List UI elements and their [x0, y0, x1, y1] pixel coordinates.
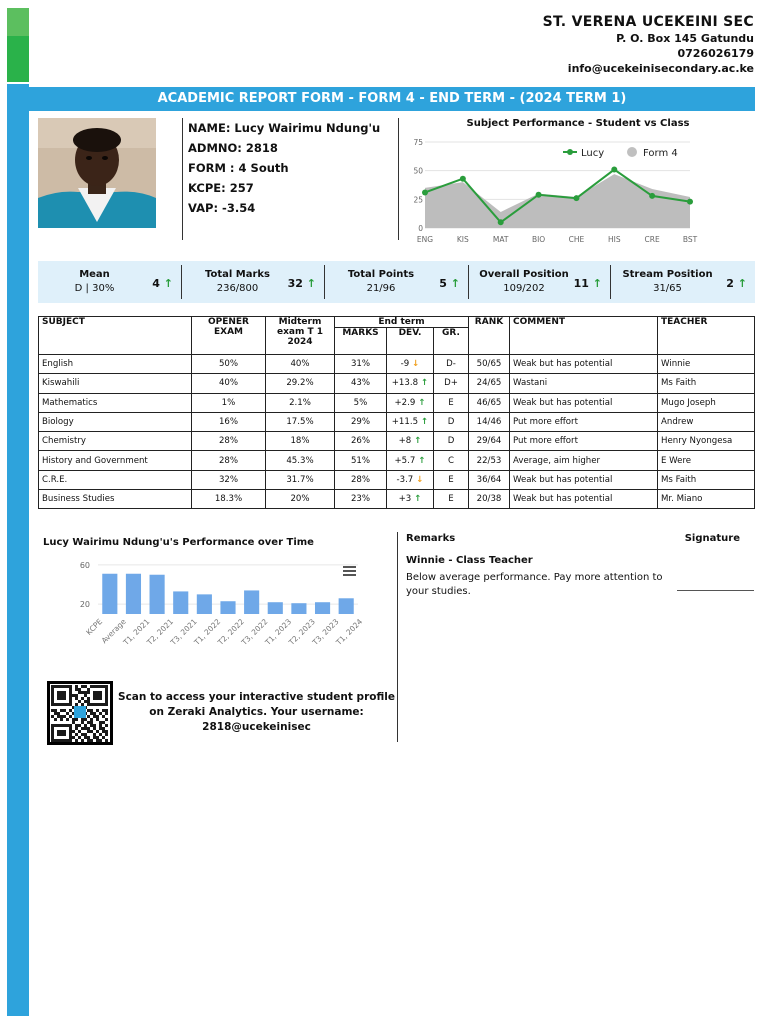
deviation-value: -9 [400, 359, 410, 370]
summary-rank-value: 5 [439, 277, 447, 290]
summary-rank [574, 277, 602, 290]
subject-performance-chart [400, 130, 756, 248]
bar [220, 601, 235, 614]
y-tick-label: 0 [418, 224, 423, 233]
cell-rank: 50/65 [469, 355, 510, 374]
bar [102, 574, 117, 614]
arrow-up-icon: ↑ [415, 397, 426, 408]
legend-marker-icon [567, 149, 573, 155]
cell-subject: C.R.E. [39, 470, 192, 489]
cell-midterm: 31.7% [266, 470, 335, 489]
summary-rank [439, 277, 460, 290]
x-tick-label: KCPE [84, 617, 105, 637]
divider [468, 265, 469, 299]
cell-teacher: Winnie [658, 355, 755, 374]
deviation-value: +3 [398, 494, 412, 505]
cell-subject: Business Studies [39, 490, 192, 509]
deviation-value: +2.9 [394, 397, 416, 408]
cell-comment: Wastani [510, 374, 658, 393]
col-grade: GR. [434, 328, 469, 355]
deviation-value: +11.5 [391, 417, 419, 428]
cell-opener: 32% [192, 470, 266, 489]
student-admno: ADMNO: 2818 [188, 141, 278, 155]
x-tick-label: CRE [644, 235, 660, 244]
bar [291, 603, 306, 614]
cell-teacher: Ms Faith [658, 374, 755, 393]
bar [173, 591, 188, 614]
divider [324, 265, 325, 299]
student-kcpe: KCPE: 257 [188, 181, 254, 195]
legend-marker-icon [627, 147, 637, 157]
cell-dev [387, 470, 434, 489]
x-tick-label: T2, 2021 [145, 617, 176, 647]
cell-teacher: Henry Nyongesa [658, 432, 755, 451]
blue-sidebar-strip [7, 84, 29, 1016]
summary-value: 236/800 [216, 283, 259, 294]
col-marks: MARKS [335, 328, 387, 355]
col-comment: COMMENT [510, 317, 658, 355]
chart-legend [563, 147, 678, 159]
cell-opener: 1% [192, 393, 266, 412]
cell-grade: E [434, 393, 469, 412]
summary-rank-value: 11 [573, 277, 589, 290]
arrow-up-icon: ↑ [411, 436, 422, 447]
cell-dev [387, 355, 434, 374]
cell-midterm: 29.2% [266, 374, 335, 393]
cell-comment: Weak but has potential [510, 490, 658, 509]
marks-table [38, 316, 755, 509]
data-point [573, 195, 579, 201]
data-point [460, 176, 466, 182]
cell-midterm: 40% [266, 355, 335, 374]
cell-teacher: Andrew [658, 412, 755, 431]
col-midterm: Midterm exam T 1 2024 [266, 317, 335, 355]
arrow-up-icon: ↑ [302, 277, 316, 290]
arrow-up-icon: ↑ [418, 378, 429, 389]
cell-comment: Weak but has potential [510, 470, 658, 489]
y-tick-label: 75 [413, 138, 423, 147]
cell-dev [387, 374, 434, 393]
cell-teacher: Ms Faith [658, 470, 755, 489]
table-row [39, 412, 755, 431]
col-endterm: End term [335, 317, 469, 328]
arrow-up-icon: ↑ [588, 277, 602, 290]
cell-grade: D+ [434, 374, 469, 393]
summary-label: Stream Position [622, 269, 713, 280]
cell-rank: 22/53 [469, 451, 510, 470]
data-point [687, 199, 693, 205]
qr-code[interactable] [47, 681, 113, 745]
cell-grade: D- [434, 355, 469, 374]
bar [315, 602, 330, 614]
cell-comment: Put more effort [510, 432, 658, 451]
cell-midterm: 18% [266, 432, 335, 451]
summary-value: 21/96 [366, 283, 396, 294]
student-info [188, 121, 380, 221]
data-point [498, 219, 504, 225]
cell-opener: 16% [192, 412, 266, 431]
student-name: NAME: Lucy Wairimu Ndung'u [188, 121, 381, 135]
x-tick-label: HIS [607, 235, 621, 244]
report-title: ACADEMIC REPORT FORM - FORM 4 - END TERM - (2024 TERM 1) [29, 87, 755, 111]
summary-card [38, 261, 181, 303]
summary-label: Total Points [347, 269, 415, 280]
col-subject: SUBJECT [39, 317, 192, 355]
cell-rank: 20/38 [469, 490, 510, 509]
cell-comment: Weak but has potential [510, 355, 658, 374]
cell-opener: 28% [192, 432, 266, 451]
signature-label: Signature [684, 533, 740, 544]
performance-over-time-chart [40, 552, 370, 670]
x-tick-label: T3, 2023 [310, 617, 341, 647]
legend-label: Form 4 [643, 148, 678, 159]
summary-rank-value: 4 [152, 277, 160, 290]
summary-value: 109/202 [503, 283, 545, 294]
cell-marks: 28% [335, 470, 387, 489]
x-tick-label: T1, 2024 [334, 617, 365, 647]
cell-marks: 31% [335, 355, 387, 374]
divider [610, 265, 611, 299]
bar [126, 574, 141, 614]
x-tick-label: BST [682, 235, 698, 244]
summary-rank-value: 2 [726, 277, 734, 290]
table-row [39, 374, 755, 393]
summary-label: Overall Position [479, 269, 569, 280]
cell-comment: Average, aim higher [510, 451, 658, 470]
table-row [39, 451, 755, 470]
cell-opener: 40% [192, 374, 266, 393]
summary-value: 31/65 [653, 283, 682, 294]
x-tick-label: Average [99, 617, 128, 646]
cell-comment: Put more effort [510, 412, 658, 431]
cell-marks: 5% [335, 393, 387, 412]
arrow-up-icon: ↑ [446, 277, 460, 290]
subject-chart-title: Subject Performance - Student vs Class [466, 118, 690, 129]
cell-opener: 50% [192, 355, 266, 374]
cell-marks: 51% [335, 451, 387, 470]
divider [181, 265, 182, 299]
x-tick-label: T2, 2023 [287, 617, 317, 647]
remarks-text: Below average performance. Pay more attention to your studies. [406, 572, 663, 597]
student-vap: VAP: -3.54 [188, 201, 256, 215]
chart-menu-icon[interactable] [343, 566, 356, 576]
table-row [39, 355, 755, 374]
x-tick-label: T2, 2022 [216, 617, 246, 647]
cell-grade: D [434, 412, 469, 431]
cell-midterm: 17.5% [266, 412, 335, 431]
cell-subject: History and Government [39, 451, 192, 470]
table-row [39, 432, 755, 451]
deviation-value: +13.8 [391, 378, 419, 389]
cell-grade: E [434, 490, 469, 509]
summary-card [468, 261, 610, 303]
bar [244, 590, 259, 614]
bar [197, 594, 212, 614]
data-point [611, 167, 617, 173]
cell-dev [387, 451, 434, 470]
summary-label: Total Marks [204, 269, 271, 280]
summary-value: D | 30% [74, 283, 115, 294]
school-address: P. O. Box 145 Gatundu [616, 32, 754, 45]
divider [398, 118, 399, 240]
school-name: ST. VERENA UCEKEINI SEC [542, 14, 754, 30]
col-teacher: TEACHER [658, 317, 755, 355]
bar [339, 598, 354, 614]
qr-instructions: Scan to access your interactive student profile on Zeraki Analytics. Your username: 2818@ucekeinisec [118, 691, 395, 733]
arrow-up-icon: ↑ [159, 277, 173, 290]
cell-comment: Weak but has potential [510, 393, 658, 412]
cell-dev [387, 393, 434, 412]
cell-midterm: 45.3% [266, 451, 335, 470]
y-tick-label: 20 [79, 600, 90, 610]
x-tick-label: BIO [531, 235, 546, 244]
deviation-value: +5.7 [394, 455, 416, 466]
cell-marks: 23% [335, 490, 387, 509]
cell-midterm: 2.1% [266, 393, 335, 412]
cell-marks: 29% [335, 412, 387, 431]
cell-subject: English [39, 355, 192, 374]
x-tick-label: T1, 2023 [263, 617, 294, 647]
arrow-down-icon: ↓ [409, 359, 420, 370]
y-tick-label: 50 [413, 166, 423, 176]
cell-subject: Biology [39, 412, 192, 431]
student-photo [38, 118, 156, 228]
arrow-up-icon: ↑ [733, 277, 747, 290]
divider [182, 118, 183, 240]
x-tick-label: ENG [416, 235, 434, 244]
cell-midterm: 20% [266, 490, 335, 509]
deviation-value: -3.7 [396, 474, 414, 485]
cell-rank: 36/64 [469, 470, 510, 489]
student-form: FORM : 4 South [188, 161, 289, 175]
data-point [649, 193, 655, 199]
y-tick-label: 25 [413, 195, 423, 205]
remarks-title: Remarks [406, 533, 456, 544]
qr-logo-icon [74, 706, 86, 718]
summary-card [324, 261, 468, 303]
x-tick-label: T3, 2021 [168, 617, 199, 647]
arrow-up-icon: ↑ [418, 417, 429, 428]
school-phone: 0726026179 [677, 47, 754, 60]
x-tick-label: MAT [492, 235, 509, 244]
data-point [422, 189, 428, 195]
cell-subject: Kiswahili [39, 374, 192, 393]
cell-opener: 18.3% [192, 490, 266, 509]
bar [268, 602, 283, 614]
cell-opener: 28% [192, 451, 266, 470]
cell-rank: 24/65 [469, 374, 510, 393]
x-tick-label: T3, 2022 [239, 617, 270, 647]
col-opener: OPENER EXAM [192, 317, 266, 355]
y-tick-label: 60 [79, 560, 90, 570]
summary-card [181, 261, 324, 303]
school-email[interactable]: info@ucekeinisecondary.ac.ke [567, 62, 754, 75]
data-point [536, 192, 542, 198]
table-row [39, 470, 755, 489]
cell-teacher: Mr. Miano [658, 490, 755, 509]
cell-grade: E [434, 470, 469, 489]
cell-grade: C [434, 451, 469, 470]
x-tick-label: KIS [456, 235, 469, 244]
x-tick-label: T1, 2022 [192, 617, 223, 647]
cell-rank: 29/64 [469, 432, 510, 451]
arrow-down-icon: ↓ [413, 474, 424, 485]
cell-teacher: E Were [658, 451, 755, 470]
bar [150, 575, 165, 614]
summary-rank [152, 277, 173, 290]
col-rank: RANK [469, 317, 510, 355]
school-header [543, 14, 754, 75]
cell-dev [387, 432, 434, 451]
cell-marks: 43% [335, 374, 387, 393]
x-tick-label: T1, 2021 [121, 617, 152, 647]
cell-dev [387, 490, 434, 509]
table-row [39, 393, 755, 412]
summary-rank [288, 277, 316, 290]
col-dev: DEV. [387, 328, 434, 355]
signature-line [677, 590, 754, 591]
legend-label: Lucy [581, 148, 605, 159]
arrow-up-icon: ↑ [411, 494, 422, 505]
summary-rank-value: 32 [287, 277, 303, 290]
cell-subject: Mathematics [39, 393, 192, 412]
table-row [39, 490, 755, 509]
cell-rank: 14/46 [469, 412, 510, 431]
cell-rank: 46/65 [469, 393, 510, 412]
x-tick-label: CHE [568, 235, 585, 244]
cell-dev [387, 412, 434, 431]
green-strip-top [7, 8, 29, 36]
cell-subject: Chemistry [39, 432, 192, 451]
summary-rank [726, 277, 747, 290]
performance-chart-title: Lucy Wairimu Ndung'u's Performance over Time [43, 537, 314, 548]
summary-card [610, 261, 755, 303]
cell-marks: 26% [335, 432, 387, 451]
cell-grade: D [434, 432, 469, 451]
green-strip [7, 36, 29, 82]
remarks-author: Winnie - Class Teacher [406, 555, 533, 566]
summary-strip [38, 261, 755, 303]
arrow-up-icon: ↑ [415, 455, 426, 466]
cell-teacher: Mugo Joseph [658, 393, 755, 412]
deviation-value: +8 [398, 436, 412, 447]
summary-label: Mean [79, 269, 110, 280]
